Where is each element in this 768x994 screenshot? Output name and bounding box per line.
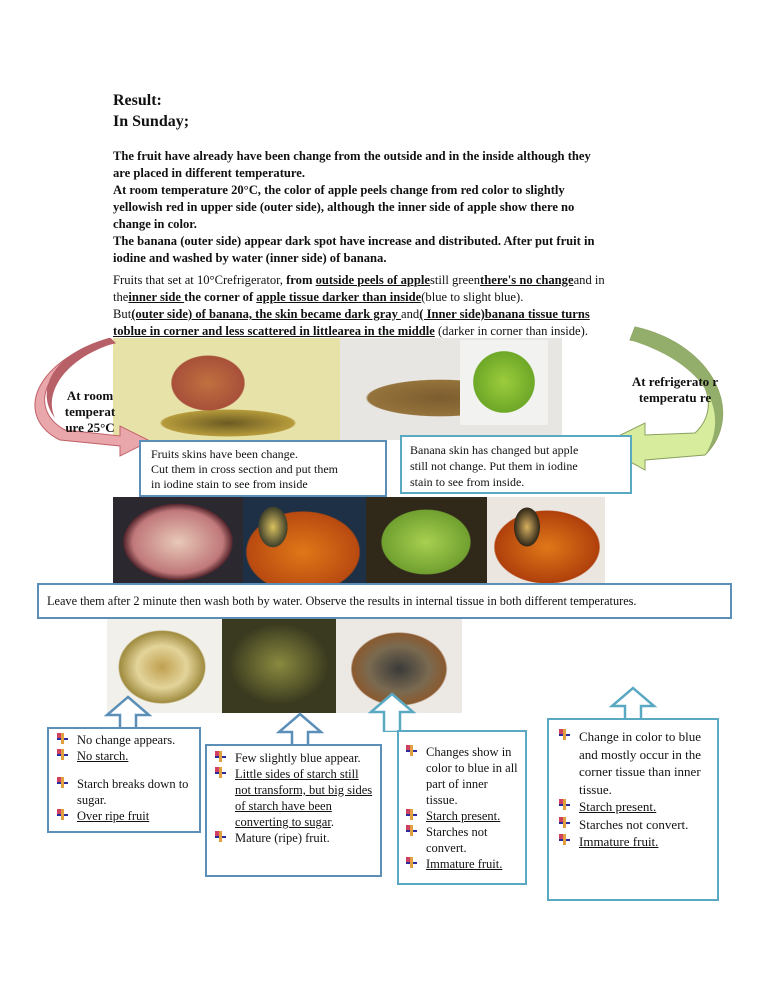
observation-paragraph — [113, 148, 673, 267]
bullet-arrow-icon — [559, 729, 570, 740]
bullet-text: Over ripe fruit — [77, 809, 150, 823]
bullet-text: Immature fruit. — [579, 834, 659, 849]
text-run: the corner of — [184, 290, 257, 304]
bullet-arrow-icon — [406, 745, 417, 756]
fridge-banana-iodine-photo — [487, 497, 605, 583]
text-run: and — [401, 307, 420, 321]
text-run: there's no change — [480, 273, 574, 287]
bullet-arrow-icon — [215, 767, 226, 778]
bullet-text: Starch present. — [579, 799, 657, 814]
text-line: stain to see from inside. — [410, 475, 525, 489]
bullet-text: No starch. — [77, 749, 129, 763]
text-line — [113, 272, 673, 289]
bullet-item — [557, 798, 709, 816]
result-box-fridge-banana — [547, 718, 719, 901]
bullet-arrow-icon — [559, 834, 570, 845]
text-run: ( Inner side) — [419, 307, 485, 321]
text-run: and in — [573, 273, 605, 287]
up-arrow-icon — [608, 686, 658, 720]
room-banana-iodine-photo — [243, 497, 366, 583]
text-line: still not change. Put them in iodine — [410, 459, 578, 473]
instruction-banner: Leave them after 2 minute then wash both by water. Observe the results in internal tissue in both different temperatures. — [37, 583, 732, 619]
room-temperature-label: At room temperat ure 25°C — [64, 388, 116, 435]
text-line: iodine and washed by water (inner side) of banana. — [113, 251, 387, 265]
bullet-arrow-icon — [57, 733, 68, 744]
bullet-arrow-icon — [57, 777, 68, 788]
result-box-fridge-apple — [397, 730, 527, 885]
bullet-text: No change appears. — [77, 733, 176, 747]
bullet-item — [404, 856, 520, 872]
bullet-text: Starches not convert. — [579, 816, 689, 832]
result-heading: Result: — [113, 92, 162, 109]
room-temp-callout — [139, 440, 387, 497]
fridge-callout — [400, 435, 632, 494]
bullet-item — [557, 833, 709, 851]
bullet-item: Little sides of starch still not transform, but big sides of starch have been converting to sugar. — [213, 766, 374, 830]
bullet-item — [404, 824, 520, 856]
bullet-item — [213, 830, 374, 846]
bullet-text: Change in color to blue and mostly occur in the corner tissue than inner tissue. — [579, 729, 702, 797]
text-line — [113, 306, 673, 323]
bullet-arrow-icon — [406, 809, 417, 820]
text-run: inner side — [128, 290, 185, 304]
bullet-arrow-icon — [559, 799, 570, 810]
text-run: still green — [430, 273, 481, 287]
text-run: Fruits that set at 10°Crefrigerator, — [113, 273, 287, 287]
up-arrow-icon — [103, 695, 153, 729]
text-line: are placed in different temperature. — [113, 166, 306, 180]
text-run: from — [286, 273, 316, 287]
refrigerator-temperature-label: At refrigerato r temperatu re — [631, 374, 719, 405]
text-run: apple tissue darker than inside — [256, 290, 422, 304]
bullet-arrow-icon — [57, 809, 68, 820]
text-line: in iodine stain to see from inside — [151, 477, 308, 491]
bullet-text: Little sides of starch still not transform, but big sides of starch have been converting to sugar — [235, 767, 373, 829]
text-run: outside peels of apple — [315, 273, 431, 287]
bullet-item — [404, 808, 520, 824]
text-run: (darker in corner than inside). — [434, 324, 588, 338]
text-run: But — [113, 307, 132, 321]
up-arrow-icon — [367, 692, 417, 732]
result-box-room-banana — [205, 744, 382, 877]
bullet-item — [557, 728, 709, 798]
bullet-arrow-icon — [559, 817, 570, 828]
bullet-text: Immature fruit. — [426, 857, 503, 871]
text-line: Fruits skins have been change. — [151, 447, 298, 461]
text-line: At room temperature 20°C, the color of apple peels change from red color to slightly — [113, 183, 565, 197]
room-apple-iodine-photo — [113, 497, 243, 583]
bullet-text: Starches not convert. — [426, 825, 488, 855]
spacer — [55, 764, 193, 776]
fridge-apple-iodine-photo — [366, 497, 487, 583]
refrigerator-paragraph — [113, 272, 673, 340]
bullet-arrow-icon — [215, 831, 226, 842]
bullet-text: Mature (ripe) fruit. — [235, 831, 330, 845]
room-banana-result-photo — [222, 619, 336, 713]
bullet-item — [213, 750, 374, 766]
fridge-green-apple-photo — [460, 340, 548, 425]
bullet-item — [404, 744, 520, 808]
text-line: change in color. — [113, 217, 197, 231]
text-run: banana tissue turns — [484, 307, 590, 321]
bullet-item — [55, 776, 193, 808]
bullet-text: Few slightly blue appear. — [235, 751, 361, 765]
bullet-text: Starch present. — [426, 809, 501, 823]
text-run: the — [113, 290, 129, 304]
result-box-room-apple — [47, 727, 201, 833]
text-line: The banana (outer side) appear dark spot have increase and distributed. After put fruit in — [113, 234, 595, 248]
text-line: The fruit have already have been change from the outside and in the inside although they — [113, 149, 591, 163]
bullet-arrow-icon — [406, 857, 417, 868]
bullet-text: Changes show in color to blue in all part of inner tissue. — [426, 745, 518, 807]
text-run: (blue to slight blue). — [421, 290, 524, 304]
bullet-arrow-icon — [406, 825, 417, 836]
text-run: toblue in corner and less scattered in littlearea in the middle — [113, 324, 435, 338]
bullet-text: Starch breaks down to sugar. — [77, 777, 189, 807]
bullet-arrow-icon — [57, 749, 68, 760]
day-heading: In Sunday; — [113, 113, 190, 130]
up-arrow-icon — [275, 712, 325, 746]
bullet-item — [55, 808, 193, 824]
text-line — [113, 289, 673, 306]
text-line: Cut them in cross section and put them — [151, 462, 338, 476]
bullet-item — [55, 732, 193, 748]
text-line: Banana skin has changed but apple — [410, 443, 579, 457]
text-run: (outer side) of banana, the skin became dark gray — [131, 307, 402, 321]
text-line: yellowish red in upper side (outer side), although the inner side of apple show there no — [113, 200, 575, 214]
bullet-item — [557, 816, 709, 834]
bullet-arrow-icon — [215, 751, 226, 762]
bullet-item — [55, 748, 193, 764]
